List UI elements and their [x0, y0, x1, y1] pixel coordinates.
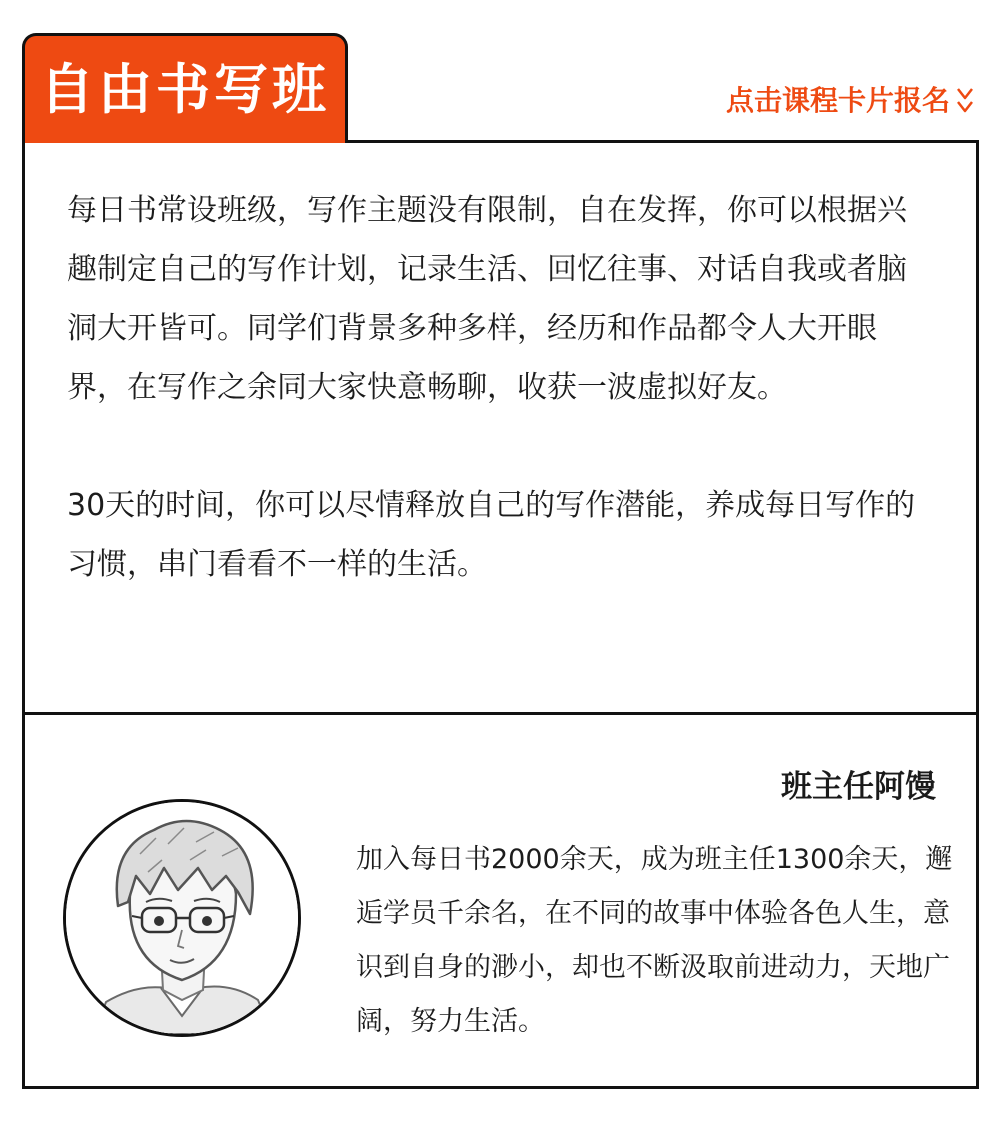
course-intro	[25, 143, 976, 715]
intro-paragraph-2: 30天的时间，你可以尽情释放自己的写作潜能，养成每日写作的习惯，串门看看不一样的生活。	[67, 488, 916, 582]
class-title: 自由书写班	[40, 57, 330, 121]
enroll-hint-label: 点击课程卡片报名	[725, 84, 950, 117]
enroll-hint[interactable]	[726, 86, 974, 116]
teacher-bio: 加入每日书2000余天，成为班主任1300余天，邂逅学员千余名，在不同的故事中体验各色人生，意识到自身的渺小，却也不断汲取前进动力，天地广阔，努力生活。	[356, 844, 953, 1037]
avatar	[63, 799, 301, 1037]
course-card[interactable]	[22, 140, 979, 1089]
intro-paragraph-1: 每日书常设班级，写作主题没有限制，自在发挥，你可以根据兴趣制定自己的写作计划，记录生活、回忆往事、对话自我或者脑洞大开皆可。同学们背景多种多样，经历和作品都令人大开眼界，在写作之余同大家快意畅聊，收获一波虚拟好友。	[67, 193, 907, 405]
teacher-name: 班主任阿馒	[781, 769, 936, 805]
double-chevron-down-icon	[956, 86, 974, 116]
teacher-section	[25, 715, 976, 1086]
class-title-tab	[22, 33, 348, 143]
teacher-portrait-icon	[66, 802, 298, 1034]
